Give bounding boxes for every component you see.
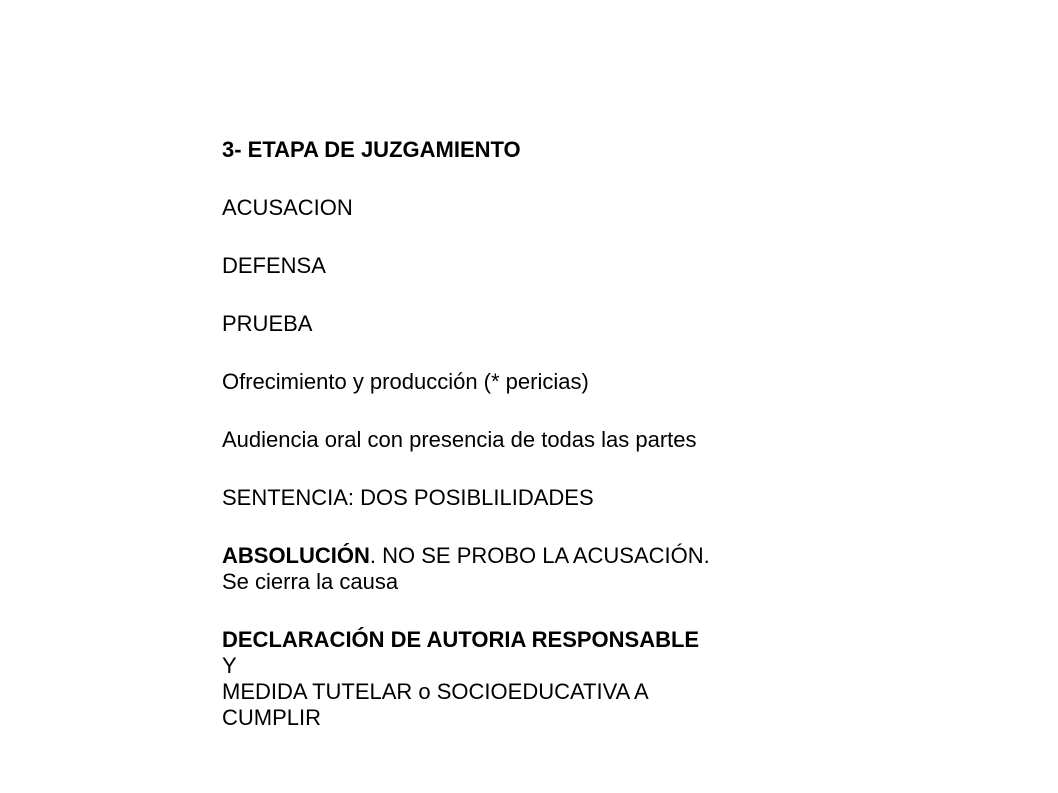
absolucion-line — [222, 543, 862, 569]
item-acusacion: ACUSACION — [222, 195, 353, 220]
declaracion-line4: CUMPLIR — [222, 705, 322, 730]
spacer — [222, 337, 862, 369]
item-ofrecimiento: Ofrecimiento y producción (* pericias) — [222, 369, 589, 394]
slide-content — [222, 137, 862, 731]
declaracion-label: DECLARACIÓN DE AUTORIA RESPONSABLE — [222, 627, 700, 652]
declaracion-line3: MEDIDA TUTELAR o SOCIOEDUCATIVA A — [222, 679, 649, 704]
slide-heading: 3- ETAPA DE JUZGAMIENTO — [222, 137, 521, 162]
item-sentencia: SENTENCIA: DOS POSIBLILIDADES — [222, 485, 594, 510]
spacer — [222, 511, 862, 543]
spacer — [222, 453, 862, 485]
item-defensa: DEFENSA — [222, 253, 326, 278]
absolucion-label: ABSOLUCIÓN — [222, 543, 370, 568]
declaracion-line2: Y — [222, 653, 237, 678]
spacer — [222, 395, 862, 427]
absolucion-text: . NO SE PROBO LA ACUSACIÓN. — [369, 543, 710, 568]
spacer — [222, 595, 862, 627]
item-prueba: PRUEBA — [222, 311, 313, 336]
spacer — [222, 221, 862, 253]
spacer — [222, 279, 862, 311]
item-audiencia: Audiencia oral con presencia de todas las partes — [222, 427, 697, 452]
spacer — [222, 163, 862, 195]
absolucion-text2: Se cierra la causa — [222, 569, 399, 594]
